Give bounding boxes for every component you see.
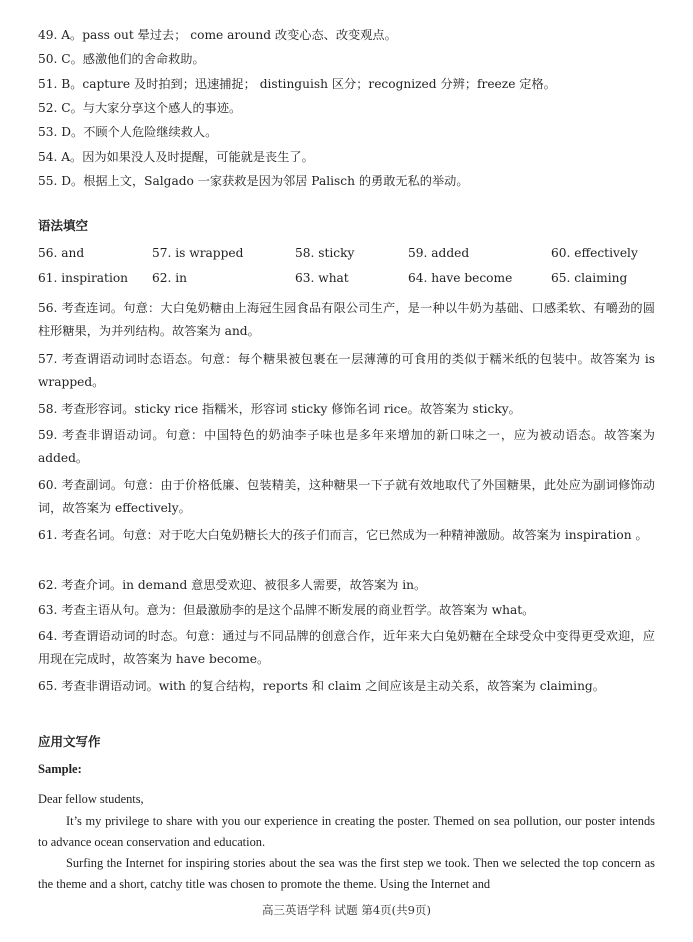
grammar-answer: 57. is wrapped: [152, 246, 244, 260]
explanation-62: 62. 考查介词。in demand 意思受欢迎、被很多人需要，故答案为 in。: [38, 578, 427, 592]
explanation-56: 56. 考查连词。句意：大白兔奶糖由上海冠生园食品有限公司生产，是一种以牛奶为基础、口感柔软、有嚼劲的圆柱形糖果，为并列结构。故答案为 and。: [38, 301, 655, 338]
explanation-64: 64. 考查谓语动词的时态。句意：通过与不同品牌的创意合作，近年来大白兔奶糖在全球受众中变得更受欢迎，应用现在完成时，故答案为 have become。: [38, 629, 655, 666]
answer-55: 55. D。根据上文，Salgado 一家获救是因为邻居 Palisch 的勇敢无私的举动。: [38, 174, 469, 188]
grammar-answer: 60. effectively: [551, 246, 638, 260]
grammar-answer-grid: [38, 246, 678, 287]
grammar-answer: 58. sticky: [295, 246, 355, 260]
sample-label: Sample:: [38, 762, 82, 776]
grammar-answer: 63. what: [295, 271, 349, 285]
explanation-59: 59. 考查非谓语动词。句意：中国特色的奶油李子味也是多年来增加的新口味之一，应为被动语态。故答案为 added。: [38, 428, 655, 465]
writing-heading: 应用文写作: [38, 734, 101, 749]
letter-paragraph-1: It’s my privilege to share with you our experience in creating the poster. Themed on sea pollution, our poster intends to advance ocean conservation and education.: [38, 814, 655, 849]
grammar-heading: 语法填空: [38, 218, 89, 233]
grammar-answer: 59. added: [408, 246, 470, 260]
explanation-58: 58. 考查形容词。sticky rice 指糯米，形容词 sticky 修饰名词 rice。故答案为 sticky。: [38, 402, 521, 416]
grammar-answer: 64. have become: [408, 271, 513, 285]
explanation-63: 63. 考查主语从句。意为：但最激励李的是这个品牌不断发展的商业哲学。故答案为 what。: [38, 603, 535, 617]
letter-paragraph-2: Surfing the Internet for inspiring stories about the sea was the first step we took. Then we selected the top concern as the theme and a short, catchy title was chosen to promote the theme. Using the Internet and: [38, 856, 655, 891]
letter-greeting: Dear fellow students,: [38, 792, 144, 806]
answer-50: 50. C。感激他们的舍命救助。: [38, 52, 205, 66]
answer-51: 51. B。capture 及时拍到；迅速捕捉； distinguish 区分；recognized 分辨；freeze 定格。: [38, 77, 556, 91]
answer-53: 53. D。不顾个人危险继续救人。: [38, 125, 218, 139]
explanation-60: 60. 考查副词。句意：由于价格低廉、包装精美，这种糖果一下子就有效地取代了外国糖果，此处应为副词修饰动词，故答案为 effectively。: [38, 478, 655, 515]
explanation-61: 61. 考查名词。句意：对于吃大白兔奶糖长大的孩子们而言，它已然成为一种精神激励。故答案为 inspiration 。: [38, 528, 648, 542]
explanation-65: 65. 考查非谓语动词。with 的复合结构，reports 和 claim 之间应该是主动关系，故答案为 claiming。: [38, 679, 605, 693]
grammar-answer-row: [38, 246, 678, 262]
grammar-answer: 56. and: [38, 246, 85, 260]
answer-49: 49. A。pass out 晕过去； come around 改变心态、改变观点。: [38, 28, 397, 42]
explanation-57: 57. 考查谓语动词时态语态。句意：每个糖果被包裹在一层薄薄的可食用的类似于糯米纸的包装中。故答案为 is wrapped。: [38, 352, 655, 389]
grammar-answer-row: [38, 271, 678, 287]
page-footer: 高三英语学科 试题 第4页(共9页): [262, 903, 431, 917]
answer-52: 52. C。与大家分享这个感人的事迹。: [38, 101, 242, 115]
grammar-answer: 61. inspiration: [38, 271, 129, 285]
grammar-answer: 65. claiming: [551, 271, 628, 285]
grammar-answer: 62. in: [152, 271, 188, 285]
answer-54: 54. A。因为如果没人及时提醒，可能就是丧生了。: [38, 150, 314, 164]
